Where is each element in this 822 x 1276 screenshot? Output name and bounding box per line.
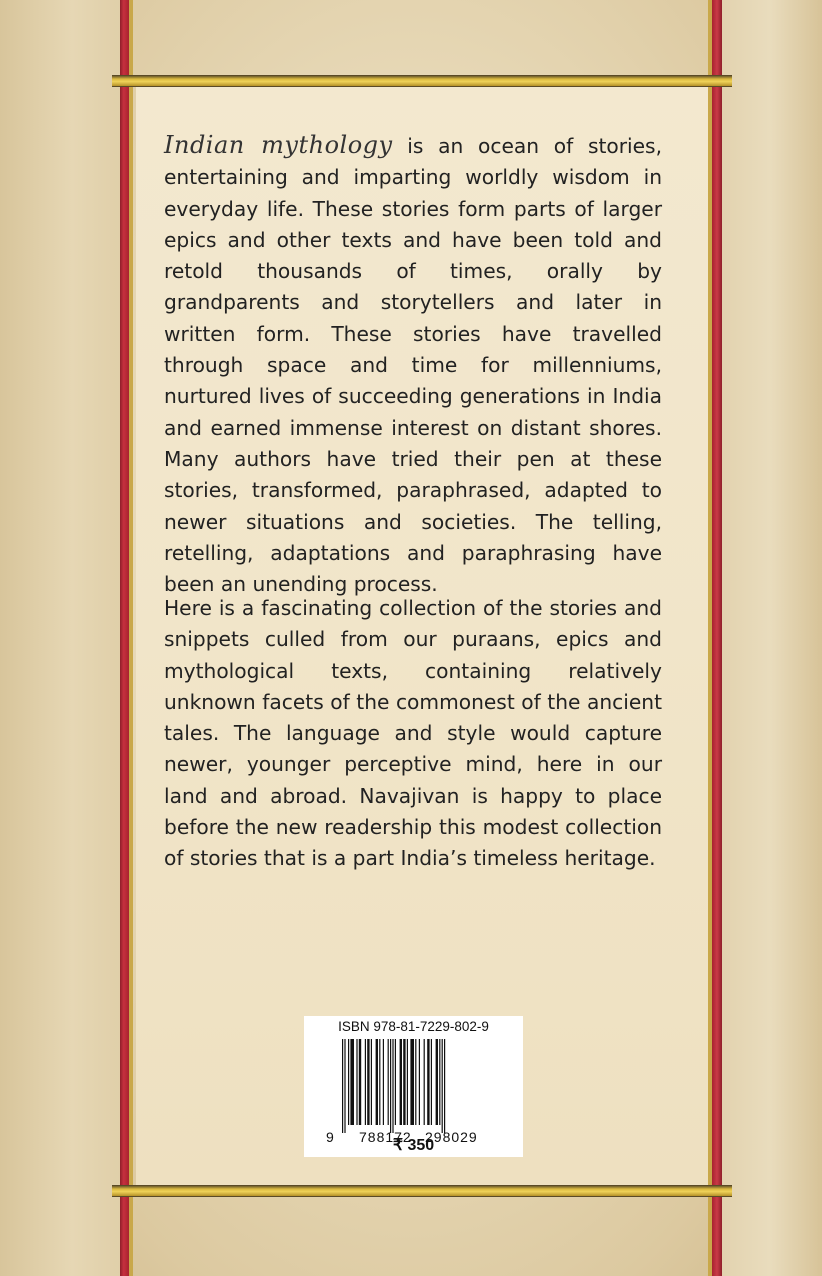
top-border-line	[112, 86, 732, 87]
barcode-bar	[419, 1039, 420, 1125]
right-red-border	[712, 0, 722, 1276]
barcode-bar	[427, 1039, 429, 1125]
barcode-right-digits: 298029	[425, 1129, 478, 1145]
barcode-first-digit: 9	[326, 1129, 334, 1145]
barcode-bar	[344, 1039, 345, 1133]
barcode-bar	[376, 1039, 378, 1125]
blurb-lead-title: Indian mythology	[164, 131, 393, 159]
barcode-bar	[424, 1039, 425, 1125]
top-gold-border	[112, 76, 732, 86]
bottom-border-line	[112, 1196, 732, 1197]
blurb-paragraph-1	[164, 130, 662, 600]
barcode-bar	[371, 1039, 372, 1125]
left-gold-border	[129, 0, 133, 1276]
barcode-bar	[444, 1039, 445, 1133]
barcode-bar	[439, 1039, 440, 1125]
barcode-label	[304, 1016, 523, 1157]
outer-paper-right	[718, 0, 822, 1276]
barcode-bar	[367, 1039, 369, 1125]
blurb-paragraph-1-text: is an ocean of stories, entertaining and imparting worldly wisdom in everyday life. These stories form parts of larger epics and other texts and have been told and retold thousands of times, orally by grandparents and storytellers and later in written form. These stories have travelled through space and time for millenniums, nurtured lives of succeeding generations in India and earned immense interest on distant shores. Many authors have tried their pen at these stories, transformed, paraphrased, adapted to newer situations and societies. The telling, retelling, adaptations and paraphrasing have been an unending process.	[164, 134, 662, 597]
bottom-gold-border	[112, 1186, 732, 1196]
barcode-bar	[342, 1039, 343, 1133]
barcode-bar	[356, 1039, 357, 1125]
barcode-bar	[407, 1039, 408, 1125]
barcode-bar	[388, 1039, 389, 1125]
barcode-bar	[395, 1039, 396, 1125]
barcode-bar	[379, 1039, 380, 1125]
barcode-bar	[431, 1039, 432, 1125]
right-gold-border	[708, 0, 712, 1276]
barcode-left-digits: 788172	[359, 1129, 412, 1145]
barcode-bar	[350, 1039, 354, 1125]
barcode-bar	[383, 1039, 384, 1125]
barcode-bar	[390, 1039, 391, 1133]
barcode-bar	[410, 1039, 414, 1125]
barcode-bar	[359, 1039, 361, 1125]
barcode-bar	[442, 1039, 443, 1133]
barcode-bar	[392, 1039, 393, 1133]
barcode-bar	[348, 1039, 349, 1125]
barcode-bar	[415, 1039, 416, 1125]
left-red-border	[120, 0, 129, 1276]
isbn-number: ISBN 978-81-7229-802-9	[338, 1019, 489, 1034]
barcode-bar	[365, 1039, 366, 1125]
barcode-bars	[342, 1039, 492, 1133]
barcode-bar	[400, 1039, 402, 1125]
outer-paper-left	[0, 0, 120, 1276]
barcode-bar	[436, 1039, 438, 1125]
barcode-bar	[403, 1039, 405, 1125]
price-label: ₹ 350	[392, 1137, 435, 1154]
blurb-paragraph-2: Here is a fascinating collection of the stories and snippets culled from our puraans, epics and mythological texts, containing relatively unknown facets of the commonest of the ancient tales. The language and style would capture newer, younger perceptive mind, here in our land and abroad. Navajivan is happy to place before the new readership this modest collection of stories that is a part India’s timeless heritage.	[164, 596, 662, 871]
